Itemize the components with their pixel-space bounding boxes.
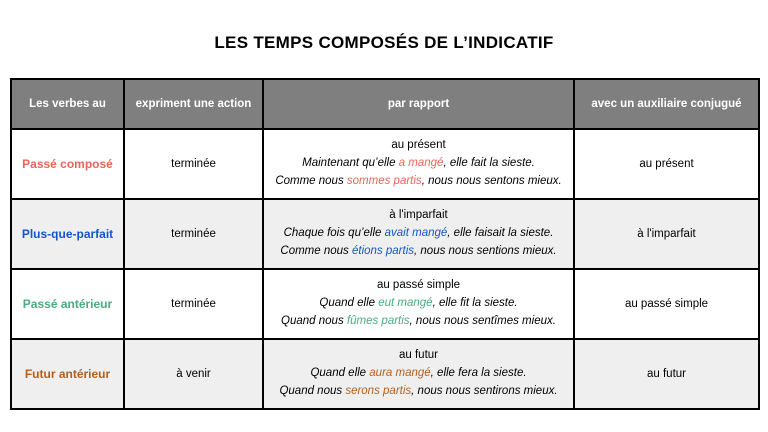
action-cell (124, 339, 263, 409)
auxiliary-tense: au passé simple (624, 298, 709, 310)
auxiliary-tense: au présent (639, 158, 694, 170)
tense-cell (11, 129, 124, 199)
example-text-post: , elle fit la sieste. (432, 297, 518, 310)
examples-cell (263, 339, 574, 409)
auxiliary-cell (574, 199, 759, 269)
tense-name: Plus-que-parfait (21, 227, 114, 241)
table-row (11, 339, 759, 409)
examples-cell (263, 269, 574, 339)
auxiliary-tense: à l'imparfait (637, 228, 696, 240)
example-text-post: , nous nous sentîmes mieux. (409, 314, 556, 327)
tense-cell (11, 339, 124, 409)
example-text-pre: Comme nous (275, 174, 347, 187)
column-header-verbes: Les verbes au (11, 79, 124, 129)
example-sentence (270, 383, 567, 401)
highlighted-verb: étions partis (352, 244, 415, 257)
example-text-pre: Quand nous (279, 384, 346, 397)
action-cell (124, 129, 263, 199)
auxiliary-cell (574, 269, 759, 339)
table-row (11, 269, 759, 339)
example-sentence (270, 313, 567, 331)
auxiliary-cell (574, 339, 759, 409)
example-text-post: , elle fera la sieste. (430, 367, 527, 380)
page-title: LES TEMPS COMPOSÉS DE L’INDICATIF (214, 33, 554, 52)
example-text-pre: Quand nous (281, 314, 347, 327)
relative-tense: au passé simple (376, 279, 461, 292)
example-text-pre: Comme nous (280, 244, 352, 257)
action-type: à venir (176, 368, 211, 380)
highlighted-verb: eut mangé (378, 297, 433, 310)
tense-cell (11, 199, 124, 269)
example-sentence (270, 173, 567, 191)
example-text-post: , elle faisait la sieste. (447, 227, 554, 240)
column-header-auxiliaire: avec un auxiliaire conjugué (574, 79, 759, 129)
auxiliary-tense: au futur (647, 368, 686, 380)
highlighted-verb: aura mangé (369, 367, 431, 380)
auxiliary-cell (574, 129, 759, 199)
example-text-pre: Chaque fois qu’elle (283, 227, 385, 240)
example-text-pre: Maintenant qu’elle (302, 157, 399, 170)
column-header-action: expriment une action (124, 79, 263, 129)
relative-tense: au futur (399, 349, 438, 362)
examples-cell (263, 129, 574, 199)
examples-cell (263, 199, 574, 269)
column-header-par-rapport: par rapport (263, 79, 574, 129)
relative-tense: à l'imparfait (389, 209, 448, 222)
action-cell (124, 269, 263, 339)
example-sentence (270, 295, 567, 313)
example-sentence (270, 243, 567, 261)
tense-cell (11, 269, 124, 339)
example-sentence (270, 365, 567, 383)
example-text-pre: Quand elle (310, 367, 370, 380)
tense-name: Futur antérieur (24, 367, 111, 381)
action-cell (124, 199, 263, 269)
example-sentence (270, 225, 567, 243)
action-type: terminée (171, 158, 216, 170)
highlighted-verb: avait mangé (384, 227, 448, 240)
relative-tense: au présent (391, 139, 446, 152)
action-type: terminée (171, 228, 216, 240)
example-text-post: , nous nous sentions mieux. (414, 244, 557, 257)
highlighted-verb: fûmes partis (346, 314, 410, 327)
table-row (11, 199, 759, 269)
highlighted-verb: a mangé (398, 157, 444, 170)
table-header-row (11, 79, 759, 129)
example-text-post: , nous nous sentons mieux. (421, 174, 562, 187)
tense-name: Passé antérieur (22, 297, 113, 311)
example-text-pre: Quand elle (319, 297, 379, 310)
highlighted-verb: serons partis (345, 384, 412, 397)
tenses-table (10, 78, 760, 410)
tense-name: Passé composé (22, 157, 113, 171)
example-text-post: , elle fait la sieste. (443, 157, 535, 170)
highlighted-verb: sommes partis (346, 174, 422, 187)
example-sentence (270, 155, 567, 173)
action-type: terminée (171, 298, 216, 310)
example-text-post: , nous nous sentirons mieux. (411, 384, 558, 397)
table-row (11, 129, 759, 199)
